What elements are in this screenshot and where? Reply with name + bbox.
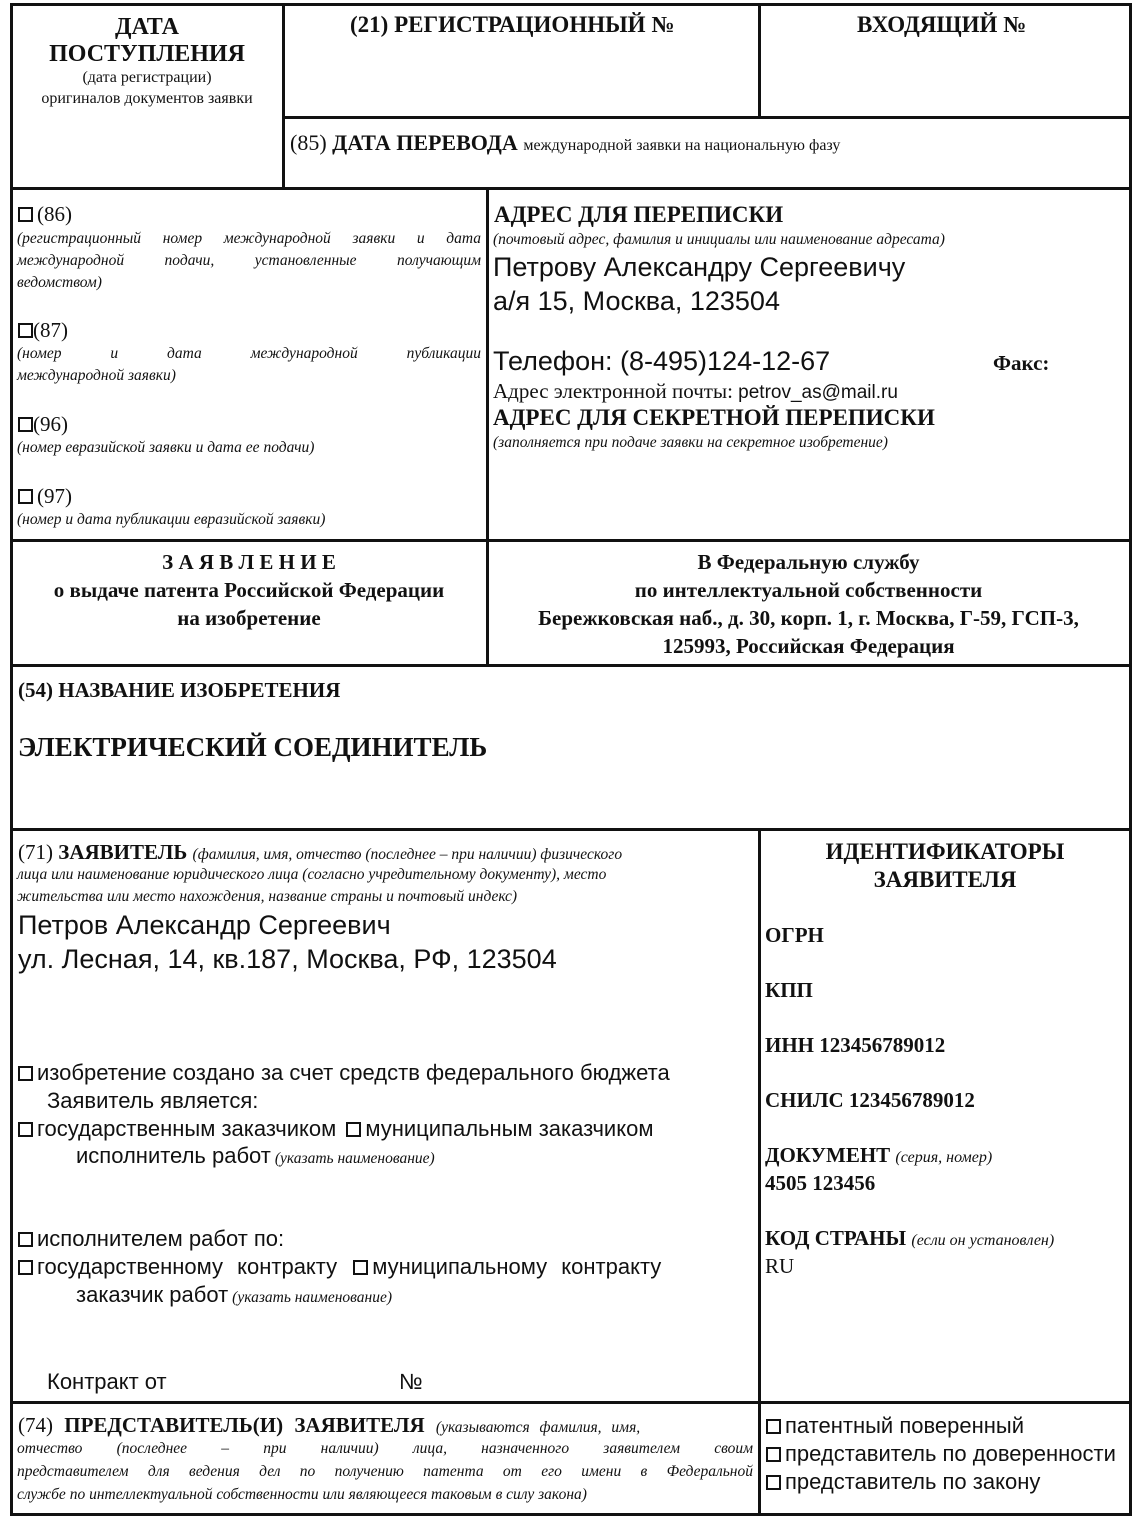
contractor-works — [76, 1143, 435, 1168]
correspondence-name: Петрову Александру Сергеевичу — [493, 252, 906, 282]
statement-line-2: о выдаче патента Российской Федерации — [53, 578, 445, 602]
budget-checkbox[interactable] — [18, 1066, 33, 1081]
field-87-desc-2: международной заявки) — [17, 367, 176, 384]
rep-option-proxy — [766, 1441, 1116, 1466]
receipt-date-title-2: ПОСТУПЛЕНИЯ — [49, 41, 245, 67]
translation-title: ДАТА ПЕРЕВОДА — [332, 130, 518, 155]
applicant-desc-3: жительства или место нахождения, название страны и почтовый индекс) — [17, 888, 518, 905]
field-87 — [18, 318, 68, 342]
rep-option-by-law — [766, 1469, 1040, 1494]
country-code-label — [765, 1226, 1054, 1250]
identifiers-title-2: ЗАЯВИТЕЛЯ — [873, 867, 1017, 892]
applicant-header — [18, 840, 622, 864]
checkbox-87[interactable] — [18, 323, 33, 338]
state-contract-checkbox[interactable] — [18, 1260, 33, 1275]
contract-number-label: № — [399, 1369, 423, 1394]
applicant-code: (71) — [18, 840, 53, 864]
rep-option-patent-attorney — [766, 1413, 1024, 1438]
email-label: Адрес электронной почты: — [493, 379, 733, 403]
translation-code: (85) — [290, 130, 327, 155]
field-97 — [18, 484, 72, 508]
field-86-label: (86) — [37, 202, 72, 226]
document-value: 4505 123456 — [765, 1171, 876, 1195]
state-customer-label: государственным заказчиком — [37, 1116, 337, 1141]
contractor-by-label: исполнителем работ по: — [37, 1226, 285, 1251]
secret-correspondence-desc: (заполняется при подаче заявки на секретное изобретение) — [493, 434, 888, 451]
field-96-label: (96) — [33, 412, 68, 436]
addressee-line-1: В Федеральную службу — [697, 550, 920, 574]
document-title: ДОКУМЕНТ — [765, 1143, 891, 1167]
translation-desc: международной заявки на национальную фазу — [523, 137, 841, 154]
statement-title: З А Я В Л Е Н И Е — [162, 550, 336, 574]
patent-attorney-label: патентный поверенный — [785, 1413, 1025, 1438]
representative-desc-0: (указываются фамилия, имя, — [435, 1419, 641, 1436]
municipal-contract-checkbox[interactable] — [353, 1260, 368, 1275]
field-97-label: (97) — [37, 484, 72, 508]
correspondence-desc: (почтовый адрес, фамилия и инициалы или наименование адресата) — [493, 231, 945, 248]
patent-attorney-checkbox[interactable] — [766, 1419, 781, 1434]
field-86-desc-3: ведомством) — [17, 274, 102, 291]
incoming-number-label: ВХОДЯЩИЙ № — [857, 12, 1027, 37]
field-86 — [18, 202, 72, 226]
country-code-title: КОД СТРАНЫ — [765, 1226, 907, 1250]
invention-title: ЭЛЕКТРИЧЕСКИЙ СОЕДИНИТЕЛЬ — [18, 732, 488, 762]
applicant-label: ЗАЯВИТЕЛЬ — [58, 840, 188, 864]
addressee-line-4: 125993, Российская Федерация — [662, 634, 955, 658]
document-label — [765, 1143, 992, 1167]
representative-desc-2: представителем для ведения дел по получению патента от его имени в Федеральной — [17, 1463, 753, 1480]
correspondence-phone: Телефон: (8-495)124-12-67 — [493, 346, 831, 376]
ogrn-label: ОГРН — [765, 923, 824, 947]
budget-option — [18, 1060, 670, 1085]
municipal-contract-label: муниципальному контракту — [372, 1254, 662, 1279]
correspondence-email — [493, 379, 898, 404]
document-hint: (серия, номер) — [895, 1149, 993, 1166]
contractor-works-label: исполнитель работ — [76, 1143, 271, 1168]
correspondence-address: а/я 15, Москва, 123504 — [493, 286, 780, 316]
budget-label: изобретение создано за счет средств федерального бюджета — [37, 1060, 670, 1085]
correspondence-title: АДРЕС ДЛЯ ПЕРЕПИСКИ — [494, 202, 784, 227]
applicant-desc-1: (фамилия, имя, отчество (последнее – при наличии) физического — [192, 846, 623, 863]
checkbox-96[interactable] — [18, 417, 33, 432]
registration-number-label: (21) РЕГИСТРАЦИОННЫЙ № — [350, 12, 675, 37]
contractor-by-option — [18, 1226, 284, 1251]
receipt-date-sub-2: оригиналов документов заявки — [41, 90, 253, 107]
field-87-label: (87) — [33, 318, 68, 342]
identifiers-box — [758, 828, 1132, 1404]
addressee-line-2: по интеллектуальной собственности — [634, 578, 983, 602]
receipt-date-title: ДАТА — [115, 14, 179, 40]
statement-line-3: на изобретение — [177, 606, 321, 630]
kpp-label: КПП — [765, 978, 813, 1002]
addressee-line-3: Бережковская наб., д. 30, корп. 1, г. Москва, Г-59, ГСП-3, — [538, 606, 1079, 630]
checkbox-86[interactable] — [18, 207, 33, 222]
field-97-desc: (номер и дата публикации евразийской заявки) — [17, 511, 326, 528]
customer-works — [76, 1282, 392, 1307]
municipal-customer-label: муниципальным заказчиком — [365, 1116, 654, 1141]
email-value: petrov_as@mail.ru — [738, 382, 898, 403]
customer-options — [18, 1116, 653, 1141]
representative-label: ПРЕДСТАВИТЕЛЬ(И) ЗАЯВИТЕЛЯ — [64, 1413, 425, 1437]
country-code-value: RU — [765, 1254, 795, 1278]
applicant-is-label: Заявитель является: — [47, 1088, 259, 1113]
representative-header — [18, 1413, 640, 1437]
municipal-customer-checkbox[interactable] — [346, 1122, 361, 1137]
representative-desc-1: отчество (последнее – при наличии) лица, назначенного заявителем своим — [17, 1440, 753, 1457]
customer-works-hint: (указать наименование) — [232, 1289, 393, 1306]
secret-correspondence-title: АДРЕС ДЛЯ СЕКРЕТНОЙ ПЕРЕПИСКИ — [493, 405, 935, 430]
applicant-desc-2: лица или наименование юридического лица (согласно учредительному документу), место — [17, 866, 607, 883]
contractor-by-checkbox[interactable] — [18, 1232, 33, 1247]
representative-desc-3: службе по интеллектуальной собственности или являющееся таковым в силу закона) — [17, 1486, 587, 1503]
by-law-checkbox[interactable] — [766, 1475, 781, 1490]
contract-options — [18, 1254, 661, 1279]
applicant-name: Петров Александр Сергеевич — [18, 910, 391, 940]
proxy-checkbox[interactable] — [766, 1447, 781, 1462]
identifiers-title: ИДЕНТИФИКАТОРЫ — [825, 839, 1065, 864]
proxy-label: представитель по доверенности — [785, 1441, 1116, 1466]
field-96-desc: (номер евразийской заявки и дата ее подачи) — [17, 439, 315, 456]
contractor-works-hint: (указать наименование) — [274, 1150, 435, 1167]
inn-value: ИНН 123456789012 — [765, 1033, 946, 1057]
state-contract-label: государственному контракту — [37, 1254, 338, 1279]
correspondence-fax: Факс: — [993, 351, 1050, 375]
field-96 — [18, 412, 68, 436]
checkbox-97[interactable] — [18, 489, 33, 504]
field-86-desc: (регистрационный номер международной заявки и дата — [17, 230, 481, 247]
country-code-hint: (если он установлен) — [911, 1232, 1055, 1249]
applicant-address: ул. Лесная, 14, кв.187, Москва, РФ, 123504 — [18, 944, 557, 974]
invention-name-label: (54) НАЗВАНИЕ ИЗОБРЕТЕНИЯ — [18, 678, 341, 702]
state-customer-checkbox[interactable] — [18, 1122, 33, 1137]
translation-date-label — [290, 130, 840, 155]
field-86-desc-2: международной подачи, установленные получающим — [17, 252, 481, 269]
snils-value: СНИЛС 123456789012 — [765, 1088, 975, 1112]
contract-from-label: Контракт от — [47, 1369, 167, 1394]
receipt-date-sub: (дата регистрации) — [82, 69, 212, 86]
representative-code: (74) — [18, 1413, 53, 1437]
field-87-desc: (номер и дата международной публикации — [17, 345, 481, 362]
customer-works-label: заказчик работ — [76, 1282, 229, 1307]
by-law-label: представитель по закону — [785, 1469, 1041, 1494]
